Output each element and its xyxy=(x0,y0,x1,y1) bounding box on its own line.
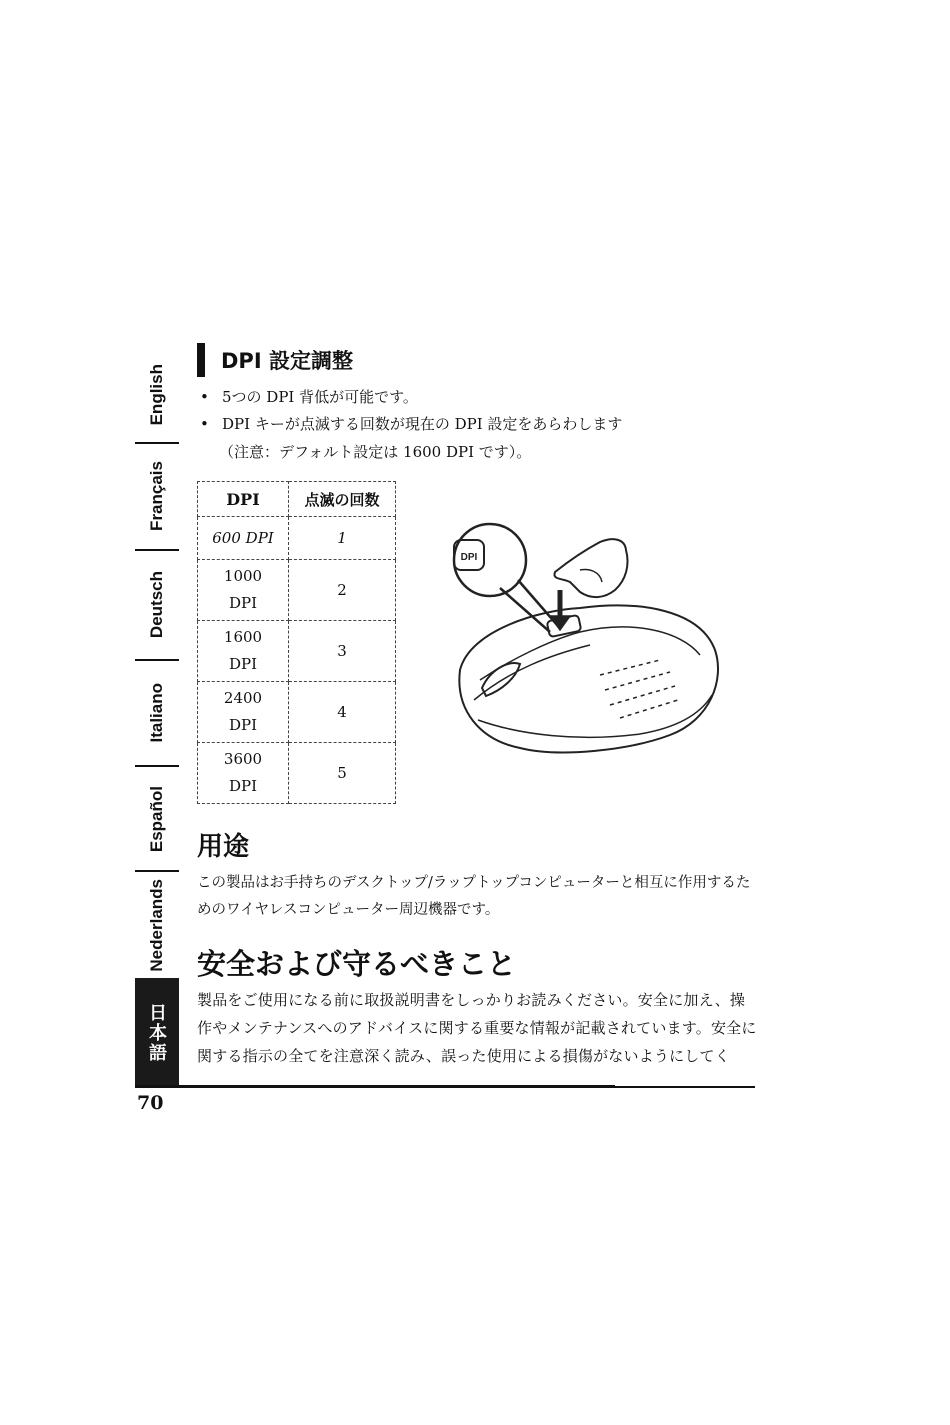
lang-tab-label: 日本語 xyxy=(147,1003,167,1063)
lang-tab-label: English xyxy=(147,364,166,426)
lang-divider xyxy=(135,870,179,872)
blink-count-cell: 3 xyxy=(289,621,396,682)
heading-bar xyxy=(197,343,205,377)
blink-count-cell: 4 xyxy=(289,682,396,743)
mouse-dpi-button-illustration xyxy=(430,520,730,770)
dpi-bullet-list xyxy=(200,384,622,438)
dpi-icon-label: DPI xyxy=(460,552,478,563)
bottom-rule xyxy=(135,1085,615,1088)
blink-count-cell: 5 xyxy=(289,743,396,804)
dpi-value: 1000 DPI xyxy=(223,567,263,612)
lang-tab-nederlands[interactable] xyxy=(135,874,179,976)
dpi-cell xyxy=(198,621,289,682)
usage-section-text: この製品はお手持ちのデスクトップ/ラップトップコンピューターと相互に作用するためのワイヤレスコンピューター周辺機器です。 xyxy=(197,875,751,918)
blink-count-cell: 1 xyxy=(289,517,396,560)
lang-tab-label: Nederlands xyxy=(147,878,166,972)
safety-section-text: 製品をご使用になる前に取扱説明書をしっかりお読みください。安全に加え、操作やメンテナンスへのアドバイスに関する重要な情報が記載されています。安全に関する指示の全てを注意深く読み、誤った使用による損傷がないようにしてく xyxy=(197,991,757,1065)
column-header: DPI xyxy=(198,482,289,517)
lang-tab-label: Italiano xyxy=(147,683,166,743)
language-tabs xyxy=(135,350,179,1088)
dpi-value: 2400 DPI xyxy=(223,689,263,734)
lang-tab-espanol[interactable] xyxy=(135,769,179,869)
lang-divider xyxy=(135,659,179,661)
list-item: • DPI キーが点滅する回数が現在の DPI 設定をあらわします xyxy=(200,411,622,438)
table-row xyxy=(198,517,396,560)
bottom-rule xyxy=(615,1086,755,1088)
list-item: • 5つの DPI 背低が可能です。 xyxy=(200,384,622,411)
dpi-value: 3600 DPI xyxy=(223,750,263,795)
lang-tab-deutsch[interactable] xyxy=(135,553,179,657)
lang-tab-japanese[interactable] xyxy=(135,978,179,1088)
lang-tab-label: Español xyxy=(147,785,166,853)
table-row xyxy=(198,621,396,682)
dpi-cell xyxy=(198,682,289,743)
usage-section-title: 用途 xyxy=(197,832,250,862)
lang-tab-italiano[interactable] xyxy=(135,663,179,763)
safety-section-title: 安全および守るべきこと xyxy=(197,947,517,981)
dpi-cell xyxy=(198,560,289,621)
lang-divider xyxy=(135,442,179,444)
lang-tab-label: Deutsch xyxy=(147,571,166,639)
table-row xyxy=(198,743,396,804)
dpi-cell xyxy=(198,743,289,804)
column-header: 点滅の回数 xyxy=(289,482,396,517)
table-row xyxy=(198,560,396,621)
dpi-value: 1600 DPI xyxy=(223,628,263,673)
table-header-row xyxy=(198,482,396,517)
default-dpi-note: （注意：デフォルト設定は 1600 DPI です）。 xyxy=(219,443,532,461)
dpi-section-title: DPI 設定調整 xyxy=(221,349,353,373)
lang-tab-english[interactable] xyxy=(135,350,179,440)
page-number: 70 xyxy=(137,1092,164,1114)
dpi-section-heading xyxy=(197,343,353,377)
blink-count-cell: 2 xyxy=(289,560,396,621)
dpi-blink-table xyxy=(197,481,396,804)
lang-tab-francais[interactable] xyxy=(135,446,179,546)
lang-divider xyxy=(135,765,179,767)
dpi-cell: 600 DPI xyxy=(198,517,289,560)
lang-tab-label: Français xyxy=(147,461,166,531)
table-row xyxy=(198,682,396,743)
lang-divider xyxy=(135,549,179,551)
